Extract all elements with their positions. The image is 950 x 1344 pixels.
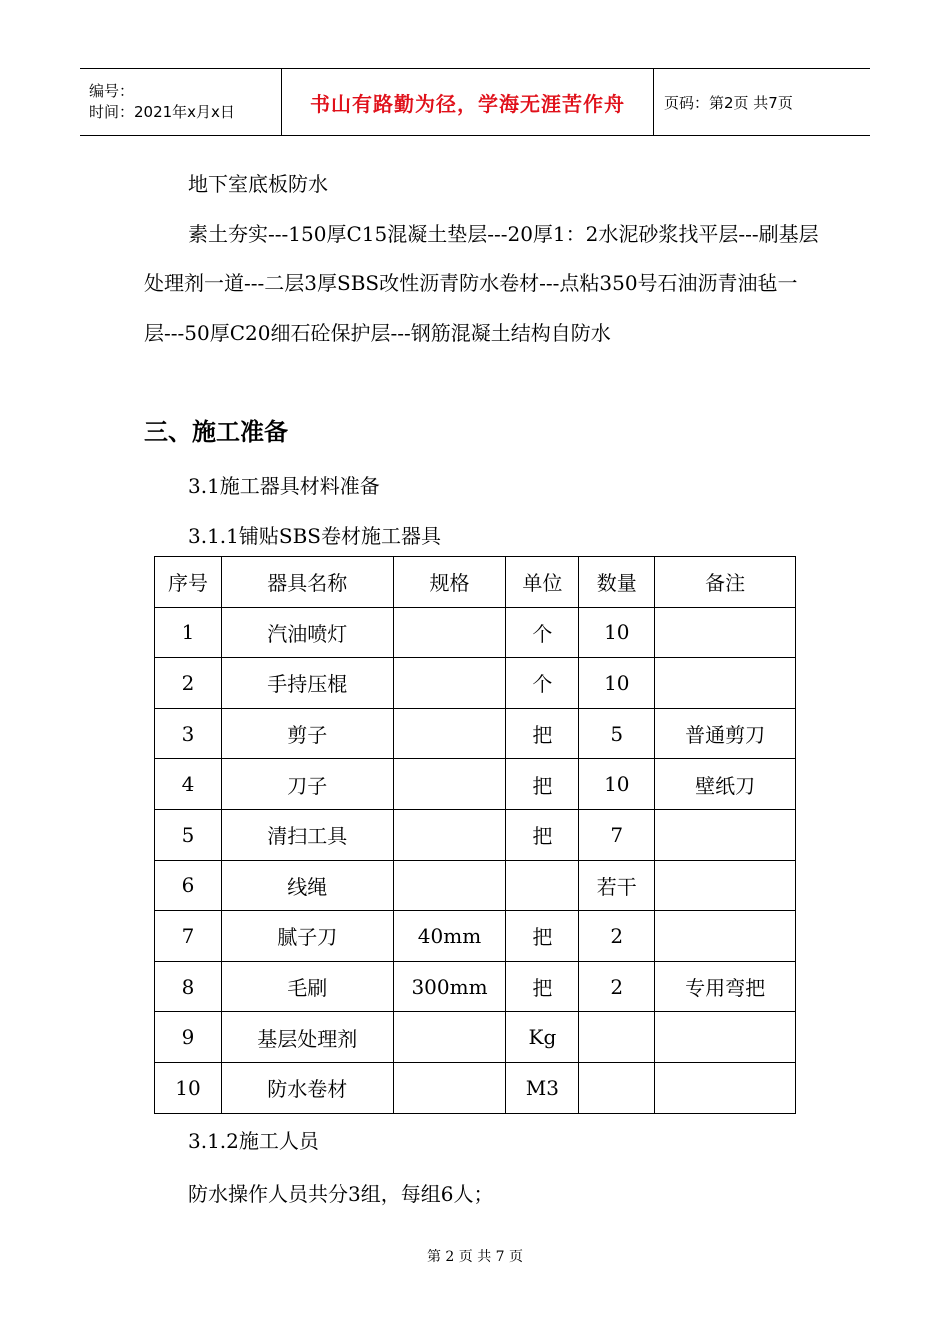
cell-name: 汽油喷灯	[221, 607, 393, 658]
table-row	[155, 961, 796, 1012]
table-header-row	[155, 557, 796, 608]
cell-remark	[655, 1012, 796, 1063]
cell-seq: 8	[155, 961, 222, 1012]
header-meta	[80, 69, 282, 135]
cell-qty: 5	[579, 708, 655, 759]
cell-spec	[393, 708, 506, 759]
cell-qty: 2	[579, 961, 655, 1012]
table-row	[155, 911, 796, 962]
cell-unit: 个	[506, 658, 579, 709]
cell-spec	[393, 1062, 506, 1113]
header-motto: 书山有路勤为径，学海无涯苦作舟	[310, 91, 625, 116]
subheading-3-1-1: 3.1.1铺贴SBS卷材施工器具	[188, 524, 441, 548]
cell-seq: 6	[155, 860, 222, 911]
page-footer: 第 2 页 共 7 页	[426, 1249, 524, 1265]
cell-unit: Kg	[506, 1012, 579, 1063]
section-title: 地下室底板防水	[188, 172, 328, 196]
cell-remark	[655, 1062, 796, 1113]
cell-remark: 壁纸刀	[655, 759, 796, 810]
cell-remark	[655, 809, 796, 860]
cell-qty	[579, 1012, 655, 1063]
cell-seq: 1	[155, 607, 222, 658]
table-row	[155, 860, 796, 911]
cell-name: 腻子刀	[221, 911, 393, 962]
cell-remark	[655, 860, 796, 911]
cell-remark	[655, 911, 796, 962]
table-row	[155, 1012, 796, 1063]
cell-qty: 2	[579, 911, 655, 962]
table-row	[155, 607, 796, 658]
cell-seq: 9	[155, 1012, 222, 1063]
cell-name: 手持压棍	[221, 658, 393, 709]
cell-seq: 10	[155, 1062, 222, 1113]
cell-unit: 个	[506, 607, 579, 658]
cell-name: 剪子	[221, 708, 393, 759]
heading-construction-prep: 三、施工准备	[144, 418, 288, 446]
cell-name: 基层处理剂	[221, 1012, 393, 1063]
table-row	[155, 658, 796, 709]
table-body	[155, 607, 796, 1113]
col-header-seq: 序号	[155, 557, 222, 608]
cell-unit	[506, 860, 579, 911]
subheading-3-1: 3.1施工器具材料准备	[188, 474, 380, 498]
cell-seq: 5	[155, 809, 222, 860]
subheading-3-1-2: 3.1.2施工人员	[188, 1129, 319, 1153]
cell-qty: 10	[579, 607, 655, 658]
cell-seq: 7	[155, 911, 222, 962]
cell-name: 刀子	[221, 759, 393, 810]
cell-seq: 2	[155, 658, 222, 709]
cell-spec: 300mm	[393, 961, 506, 1012]
cell-seq: 4	[155, 759, 222, 810]
document-header	[80, 68, 870, 136]
cell-name: 防水卷材	[221, 1062, 393, 1113]
table-row	[155, 1062, 796, 1113]
doc-time-label: 时间：2021年x月x日	[89, 103, 235, 121]
cell-qty: 10	[579, 759, 655, 810]
cell-spec	[393, 759, 506, 810]
cell-unit: 把	[506, 911, 579, 962]
cell-remark: 普通剪刀	[655, 708, 796, 759]
cell-qty	[579, 1062, 655, 1113]
doc-number-label: 编号：	[89, 82, 135, 100]
cell-spec	[393, 809, 506, 860]
cell-remark	[655, 658, 796, 709]
cell-qty: 若干	[579, 860, 655, 911]
tools-table	[154, 556, 796, 1114]
cell-spec	[393, 860, 506, 911]
cell-seq: 3	[155, 708, 222, 759]
construction-layers-paragraph: 素土夯实---150厚C15混凝土垫层---20厚1：2水泥砂浆找平层---刷基层处理剂一道---二层3厚SBS改性沥青防水卷材---点粘350号石油沥青油毡一层---50厚C20细石砼保护层---钢筋混凝土结构自防水	[144, 221, 819, 345]
cell-qty: 10	[579, 658, 655, 709]
cell-qty: 7	[579, 809, 655, 860]
col-header-unit: 单位	[506, 557, 579, 608]
cell-unit: 把	[506, 759, 579, 810]
col-header-qty: 数量	[579, 557, 655, 608]
cell-name: 毛刷	[221, 961, 393, 1012]
cell-spec	[393, 607, 506, 658]
table-row	[155, 809, 796, 860]
cell-unit: 把	[506, 708, 579, 759]
table-row	[155, 759, 796, 810]
cell-unit: M3	[506, 1062, 579, 1113]
cell-spec	[393, 658, 506, 709]
table-row	[155, 708, 796, 759]
crew-text: 防水操作人员共分3组，每组6人；	[188, 1182, 494, 1206]
cell-name: 线绳	[221, 860, 393, 911]
intro-text	[144, 160, 824, 358]
col-header-name: 器具名称	[221, 557, 393, 608]
cell-name: 清扫工具	[221, 809, 393, 860]
cell-unit: 把	[506, 961, 579, 1012]
cell-spec: 40mm	[393, 911, 506, 962]
col-header-remark: 备注	[655, 557, 796, 608]
col-header-spec: 规格	[393, 557, 506, 608]
header-motto-cell	[282, 69, 654, 135]
header-page-label: 页码：第2页 共7页	[664, 93, 793, 112]
cell-spec	[393, 1012, 506, 1063]
cell-unit: 把	[506, 809, 579, 860]
cell-remark	[655, 607, 796, 658]
cell-remark: 专用弯把	[655, 961, 796, 1012]
